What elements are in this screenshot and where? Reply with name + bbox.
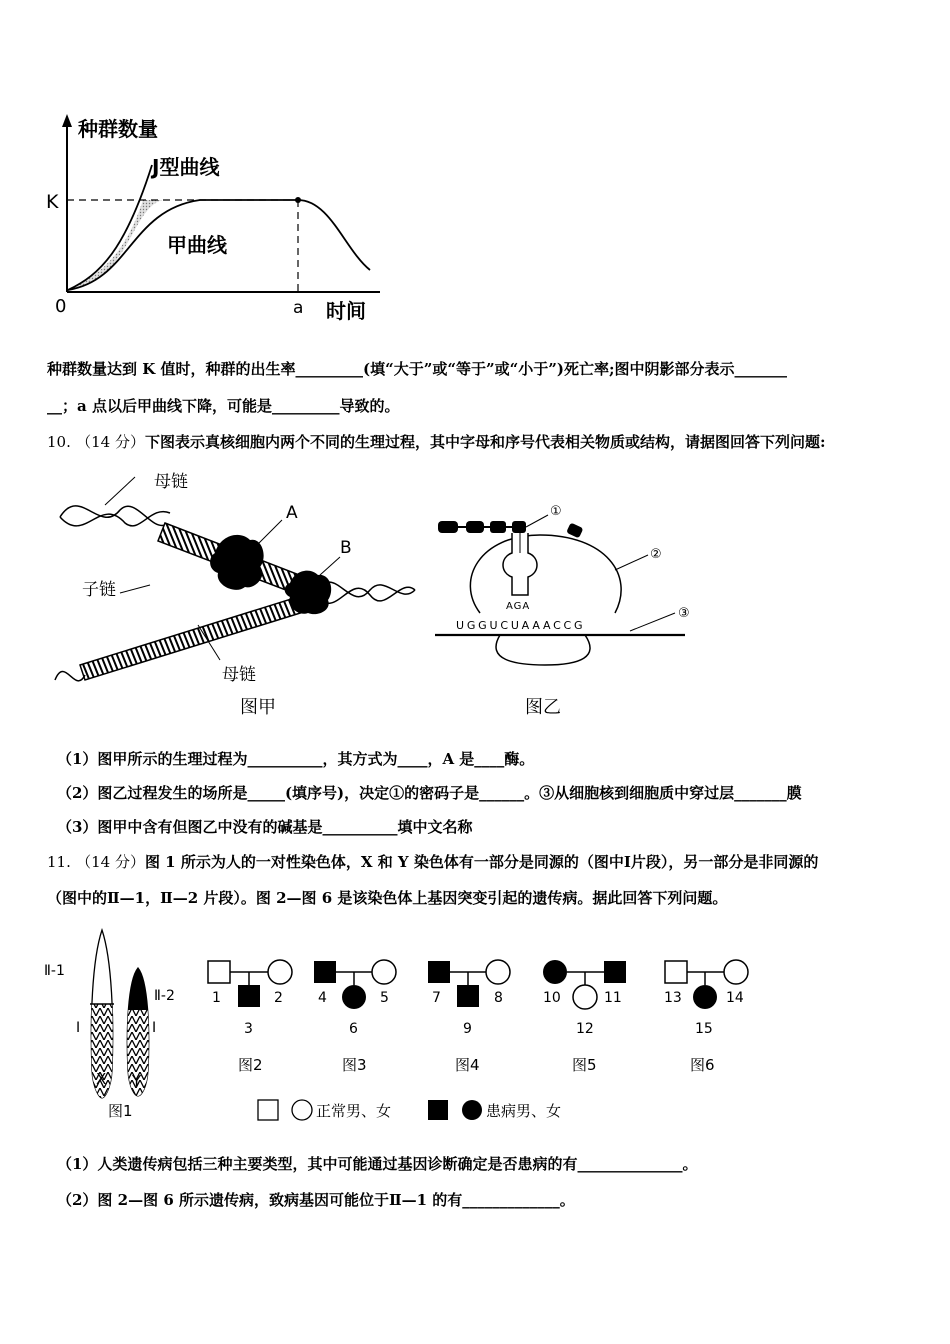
amino-acid-3 (490, 521, 506, 533)
q10-sub-2: （2）图乙过程发生的场所是_____(填序号)，决定①的密码子是______。③从细胞核到细胞质中穿过层_______膜 (57, 784, 802, 802)
ped5-id-10: 10 (543, 990, 561, 1006)
ped2-id-1: 1 (212, 990, 221, 1006)
label-ii-2: Ⅱ-2 (154, 988, 175, 1004)
ribosome-small (496, 635, 590, 665)
q10-sub-3: （3）图甲中含有但图乙中没有的碱基是__________填中文名称 (57, 818, 473, 836)
y-axis-label: 种群数量 (78, 117, 158, 141)
amino-acid-1 (438, 521, 458, 533)
q9-line-1: 种群数量达到 K 值时，种群的出生率_________(填“大于”或“等于”或“小于”)死亡率;图中阴影部分表示_______ (47, 360, 787, 378)
label-b: B (340, 538, 352, 558)
label-a-pointer (255, 520, 282, 547)
helix-left-strand-2 (60, 512, 170, 526)
ped4-child (457, 985, 479, 1007)
label-ii-1: Ⅱ-1 (44, 963, 65, 979)
legend-affected-label: 患病男、女 (486, 1102, 562, 1120)
a-label: a (293, 298, 304, 318)
legend-normal-male (258, 1100, 278, 1120)
ped3-child (342, 985, 366, 1009)
q9-line-2: __；a 点以后甲曲线下降，可能是_________导致的。 (47, 397, 400, 415)
q11-stem-line-1 (47, 851, 818, 873)
figure-jia-caption: 图甲 (240, 697, 276, 718)
lower-band (80, 590, 326, 680)
mrna-sequence: UGGUCUAAACCG (456, 619, 586, 632)
legend-affected-male (428, 1100, 448, 1120)
jia-curve-label: 甲曲线 (167, 233, 227, 257)
mother-top-pointer (105, 477, 135, 505)
marker-1-pointer (526, 515, 548, 527)
daughter-pointer (120, 585, 150, 593)
ped5-id-12: 12 (576, 1021, 594, 1037)
q11-number: 11. (47, 853, 71, 871)
ped6-id-13: 13 (664, 990, 682, 1006)
marker-3: ③ (678, 606, 690, 621)
ped2-father (208, 961, 230, 983)
q10-sub-1: （1）图甲所示的生理过程为__________，其方式为____，A 是____酶。 (57, 750, 535, 768)
j-curve-label: J型曲线 (152, 155, 220, 179)
mother-chain-bottom-label: 母链 (222, 665, 256, 685)
ped5-caption: 图5 (572, 1056, 597, 1074)
ped4-id-9: 9 (463, 1021, 472, 1037)
free-amino-acid (566, 523, 583, 539)
figure-1-caption: 图1 (108, 1102, 133, 1120)
marker-2-pointer (615, 555, 648, 570)
ribosome-large (470, 535, 621, 613)
ped3-caption: 图3 (342, 1056, 367, 1074)
mother-chain-top-label: 母链 (154, 472, 188, 492)
pedigree-2 (208, 960, 292, 1074)
q10-stem-line (47, 431, 826, 453)
population-growth-figure (40, 100, 400, 330)
ped2-mother (268, 960, 292, 984)
j-curve (68, 165, 152, 290)
q11-sub-1: （1）人类遗传病包括三种主要类型，其中可能通过基因诊断确定是否患病的有______________。 (57, 1155, 698, 1173)
label-i-left: Ⅰ (76, 1020, 81, 1036)
legend-normal-female (292, 1100, 312, 1120)
ped5-father (604, 961, 626, 983)
ped6-id-14: 14 (726, 990, 744, 1006)
marker-1: ① (550, 504, 562, 519)
ped4-id-8: 8 (494, 990, 503, 1006)
daughter-chain-label: 子链 (82, 580, 116, 600)
legend-affected-female (462, 1100, 482, 1120)
ped3-id-5: 5 (380, 990, 389, 1006)
figure-jia-dna-replication (50, 465, 430, 725)
ped2-id-3: 3 (244, 1021, 253, 1037)
label-x: X (96, 1070, 107, 1088)
q11-stem-line-2: （图中的Ⅱ—1，Ⅱ—2 片段）。图 2—图 6 是该染色体上基因突变引起的遗传病。据此回答下列问题。 (47, 889, 728, 907)
pedigree-figures (200, 945, 780, 1135)
k-label: K (46, 191, 59, 213)
ped3-id-4: 4 (318, 990, 327, 1006)
ped2-child (238, 985, 260, 1007)
ped4-caption: 图4 (455, 1056, 480, 1074)
ped6-father (665, 961, 687, 983)
q10-number: 10. (47, 433, 71, 451)
figure-1-sex-chromosomes (40, 920, 200, 1130)
pedigree-6 (664, 960, 748, 1074)
q11-sub-2: （2）图 2—图 6 所示遗传病，致病基因可能位于Ⅱ—1 的有_____________。 (57, 1191, 575, 1209)
ped3-mother (372, 960, 396, 984)
ped2-caption: 图2 (238, 1056, 263, 1074)
amino-acid-4 (512, 521, 526, 533)
shaded-area (68, 200, 162, 290)
pedigree-4 (428, 960, 510, 1074)
pedigree-3 (314, 960, 396, 1074)
label-a: A (286, 503, 298, 523)
helix-left-strand-1 (60, 506, 165, 526)
q10-stem: 下图表示真核细胞内两个不同的生理过程，其中字母和序号代表相关物质或结构，请据图回答下列问题: (144, 433, 826, 451)
ped6-child (693, 985, 717, 1009)
ped4-id-7: 7 (432, 990, 441, 1006)
x-axis-label: 时间 (326, 299, 366, 323)
q10-score: （14 分） (76, 433, 145, 451)
origin-label: 0 (55, 296, 67, 317)
q11-stem-1: 图 1 所示为人的一对性染色体，X 和 Y 染色体有一部分是同源的（图中Ⅰ片段），另一部分是非同源的 (144, 853, 819, 871)
label-i-right: Ⅰ (152, 1020, 157, 1036)
ped6-mother (724, 960, 748, 984)
ped5-child (573, 985, 597, 1009)
marker-3-pointer (630, 613, 675, 631)
ped6-id-15: 15 (695, 1021, 713, 1037)
ped4-father (428, 961, 450, 983)
ped2-id-2: 2 (274, 990, 283, 1006)
label-y: Y (132, 1072, 142, 1090)
ped5-mother (543, 960, 567, 984)
ped6-caption: 图6 (690, 1056, 715, 1074)
q11-score: （14 分） (76, 853, 145, 871)
ped5-id-11: 11 (604, 990, 622, 1006)
anticodon-label: AGA (506, 601, 531, 612)
y-homologous-segment (122, 1010, 157, 1105)
pedigree-legend (258, 1100, 561, 1120)
pedigree-5 (543, 960, 626, 1074)
ped4-mother (486, 960, 510, 984)
x-homologous-segment (85, 1004, 120, 1104)
y-axis-arrow (62, 114, 72, 127)
marker-2: ② (650, 547, 662, 562)
amino-acid-2 (466, 521, 484, 533)
ped3-id-6: 6 (349, 1021, 358, 1037)
ped3-father (314, 961, 336, 983)
lower-helix-left (55, 671, 85, 680)
legend-normal-label: 正常男、女 (316, 1102, 392, 1120)
figure-yi-caption: 图乙 (525, 697, 561, 718)
label-b-pointer (320, 557, 340, 575)
figure-yi-translation (430, 495, 710, 725)
